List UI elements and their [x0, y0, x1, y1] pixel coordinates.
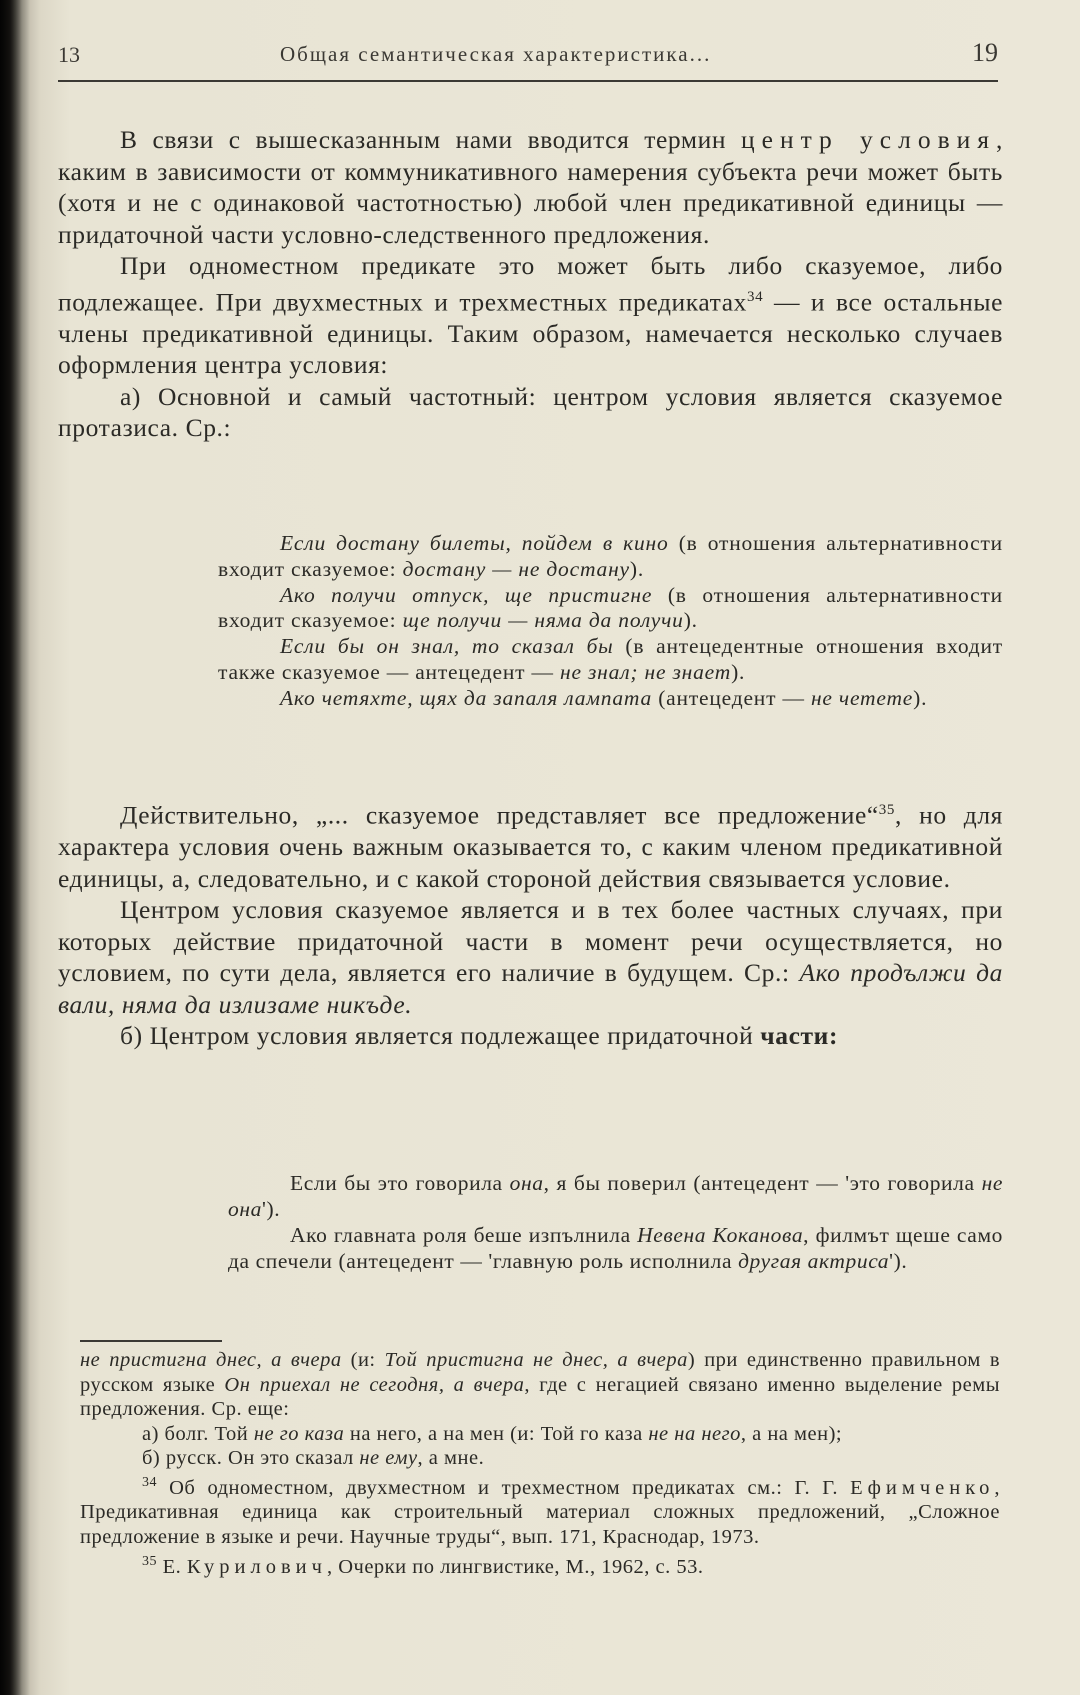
footnote-continuation: не пристигна днес, а вчера (и: Той пристигна не днес, а вчера) при единственно правильном в русском языке Он приехал не сегодня, а вчера, где с негацией связано именно выделение ремы предложения. Ср. еще: [80, 1349, 1001, 1421]
footnote-item-b: б) русск. Он это сказал не ему, а мне. [142, 1447, 485, 1470]
bulgarian-example: Ако продължи да вали, няма да излизаме никъде. [58, 958, 1003, 1019]
footnote-34: $^{34}$ Об одноместном, двухместном и трехместном предикатах см.: Г. Г. Ефимченко, Предикативная единица как строительный материал сложных предложений, „Сложное предложение в языке и речи. Научные труды“, вып. 171, Краснодар, 1973. [80, 1474, 1000, 1548]
example-b-2: Ако главната роля беше изпълнила Невена Коканова, филмът щеше само да спечели (антецедент — 'главную роль исполнила другая актриса'). [228, 1223, 1003, 1273]
term-center-of-condition: центр условия [740, 125, 997, 154]
example-a-2: Ако получи отпуск, ще пристигне (в отношения альтернативности входит сказуемое: ще получи — няма да получи). [218, 582, 1003, 633]
body-block-2 [58, 795, 1003, 1052]
footnote-item-a: а) болг. Той не го каза на него, а на мен (и: Той го каза не на него, а на мен); [142, 1422, 843, 1445]
chapter-number: 13 [58, 42, 80, 67]
page-number: 19 [972, 38, 998, 67]
paragraph-3: а) Основной и самый частотный: центром условия является сказуемое протазиса. Ср.: [58, 381, 1003, 442]
example-a-1: Если достану билеты, пойдем в кино (в отношения альтернативности входит сказуемое: достану — не достану). [218, 531, 1003, 581]
header-rule [58, 80, 998, 82]
footnote-ref-34[interactable]: 34 [746, 288, 764, 305]
examples-b [228, 1170, 1003, 1274]
example-a-3: Если бы он знал, то сказал бы (в антецедентные отношения входит также сказуемое — антецедент — не знал; не знает). [218, 634, 1004, 684]
example-a-4: Ако четяхте, щях да запаля лампата (антецедент — не четете). [280, 685, 928, 710]
footnotes [80, 1348, 1000, 1579]
paragraph-6: б) Центром условия является подлежащее придаточной части: [120, 1021, 839, 1050]
running-title: Общая семантическая характеристика... [280, 42, 712, 66]
footnote-ref-35[interactable]: 35 [878, 802, 895, 818]
binding-shadow [0, 0, 30, 1695]
paragraph-4: Действительно, „... сказуемое представляет все предложение“$^{35}$, но для характера условия очень важным оказывается то, с каким членом предикативной единицы, а, следовательно, и с какой стороной действия связывается условие. [58, 800, 1003, 893]
footnote-rule [80, 1340, 222, 1342]
body-block-1 [58, 124, 1003, 444]
paragraph-5: Центром условия сказуемое является и в тех более частных случаях, при которых действие придаточной части в момент речи осуществляется, но условием, по сути дела, является его наличие в будущем. Ср.: Ако продължи да вали, няма да излизаме никъде. [58, 895, 1003, 1019]
paragraph-2: При одноместном предикате это может быть либо сказуемое, либо подлежащее. При двухместных и трехместных предикатах$^{34}$ — и все остальные члены предикативной единицы. Таким образом, намечается несколько случаев оформления центра условия: [58, 251, 1003, 379]
example-b-1: Если бы это говорила она, я бы поверил (антецедент — 'это говорила не она'). [228, 1171, 1003, 1221]
examples-a [218, 531, 1003, 712]
running-header [58, 38, 998, 78]
footnote-35: $^{35}$ Е. Курилович, Очерки по лингвистике, М., 1962, с. 53. [142, 1553, 704, 1578]
paragraph-1: В связи с вышесказанным нами вводится термин центр условия, каким в зависимости от коммуникативного намерения субъекта речи может быть (хотя и не с одинаковой частотностью) любой член предикативной единицы — придаточной части условно-следственного предложения. [58, 125, 1003, 249]
